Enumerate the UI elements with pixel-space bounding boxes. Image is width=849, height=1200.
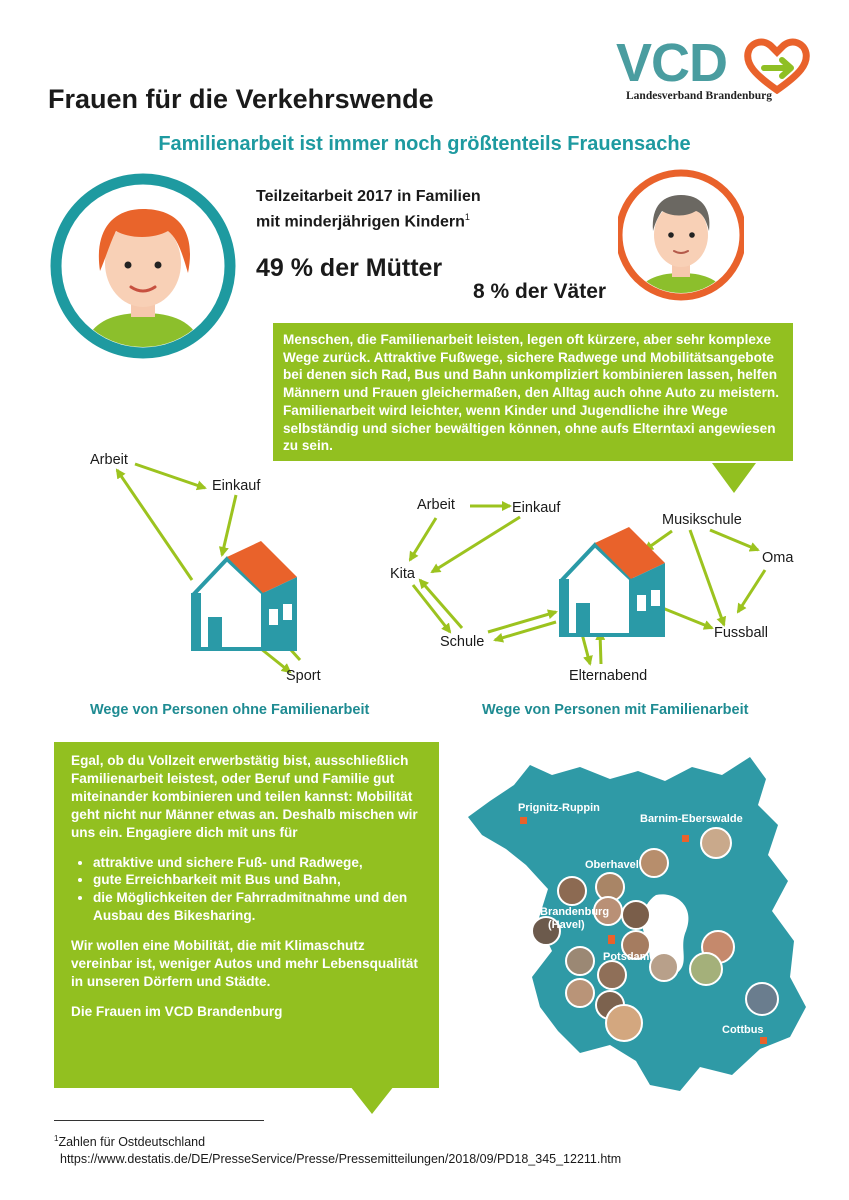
vcd-logo xyxy=(612,30,812,110)
map-label-barnim-eberswalde: Barnim-Eberswalde xyxy=(640,813,743,825)
right-label-elternabend: Elternabend xyxy=(569,668,648,684)
logo-text: VCD xyxy=(616,33,728,93)
right-label-schule: Schule xyxy=(440,634,485,650)
appeal-list xyxy=(71,854,422,926)
stats-label-line2: mit minderjährigen Kindern xyxy=(256,213,465,231)
page-title: Frauen für die Verkehrswende xyxy=(48,84,434,114)
routes-diagram xyxy=(0,440,849,730)
caption-without-family-work: Wege von Personen ohne Familienarbeit xyxy=(90,702,370,718)
logo-subtitle: Landesverband Brandenburg xyxy=(626,90,773,102)
caption-with-family-work: Wege von Personen mit Familienarbeit xyxy=(482,702,749,718)
woman-portrait-icon xyxy=(50,173,236,359)
stat-fathers: 8 % der Väter xyxy=(473,280,607,303)
appeal-box xyxy=(54,742,439,1088)
map-label-cottbus: Cottbus xyxy=(722,1024,764,1036)
map-label-brandenburg: Brandenburg xyxy=(540,906,610,918)
appeal-intro: Egal, ob du Vollzeit erwerbstätig bist, ausschließlich Familienarbeit leistest, oder Beruf und Familie gut miteinander kombinieren und teilen kannst: Mobilität geht nicht nur Männer etwas an. Deshalb mischen wir uns ein. Engagiere dich mit uns für xyxy=(71,753,418,840)
right-label-arbeit: Arbeit xyxy=(417,497,455,513)
heart-arrow-icon xyxy=(744,38,810,94)
stats-label-line1: Teilzeitarbeit 2017 in Familien xyxy=(256,188,481,205)
appeal-signature: Die Frauen im VCD Brandenburg xyxy=(71,1003,283,1019)
map-label-oberhavel: Oberhavel xyxy=(585,859,639,871)
footnote-text: Zahlen für Ostdeutschland xyxy=(58,1135,206,1150)
footnote xyxy=(54,1130,621,1168)
right-label-fussball: Fussball xyxy=(714,625,768,641)
left-label-arbeit: Arbeit xyxy=(90,452,128,468)
appeal-bullet: • gute Erreichbarkeit mit Bus und Bahn, xyxy=(93,871,422,889)
map-label-havel: (Havel) xyxy=(548,919,585,931)
map-label-potsdam: Potsdam xyxy=(603,951,650,963)
left-label-sport: Sport xyxy=(286,668,321,684)
stat-mothers: 49 % der Mütter xyxy=(256,254,443,282)
appeal-bullet: • attraktive und sichere Fuß- und Radwege, xyxy=(93,854,422,872)
right-label-kita: Kita xyxy=(390,566,415,582)
man-portrait-icon xyxy=(618,165,744,305)
right-label-einkauf: Einkauf xyxy=(512,500,561,516)
left-label-einkauf: Einkauf xyxy=(212,478,261,494)
footnote-divider xyxy=(54,1120,264,1121)
appeal-box-pointer xyxy=(350,1086,394,1114)
appeal-closing: Wir wollen eine Mobilität, die mit Klimaschutz vereinbar ist, weniger Autos und mehr Lebensqualität in unseren Dörfern und Städte. xyxy=(71,938,418,989)
footnote-source-url: https://www.destatis.de/DE/PresseService/Presse/Pressemitteilungen/2018/09/PD18_345_12211.htm xyxy=(60,1152,622,1167)
info-box: Menschen, die Familienarbeit leisten, legen oft kürzere, aber sehr komplexe Wege zurück. Attraktive Fußwege, sichere Radwege und Mobilitätsangebote bei denen sich Rad, Bus und Bahn unkompliziert kombinieren lassen, helfen Männern und Frauen gleichermaßen, den Alltag auch ohne Auto zu meistern. Familienarbeit wird leichter, wenn Kinder und Jugendliche ihre Wege selbständig und sicher bewältigen können, ohne aufs Elterntaxi angewiesen zu sein. xyxy=(273,323,793,461)
map-label-prignitz-ruppin: Prignitz-Ruppin xyxy=(518,802,600,814)
right-label-musikschule: Musikschule xyxy=(662,512,742,528)
stats-label xyxy=(256,186,481,232)
footnote-number: 1 xyxy=(54,1134,59,1143)
page-subtitle: Familienarbeit ist immer noch größtenteils Frauensache xyxy=(158,133,691,155)
footnote-marker: 1 xyxy=(464,212,470,222)
right-label-oma: Oma xyxy=(762,550,794,566)
appeal-bullet: • die Möglichkeiten der Fahrradmitnahme und den Ausbau des Bikesharing. xyxy=(93,889,422,925)
brandenburg-map xyxy=(460,745,810,1100)
